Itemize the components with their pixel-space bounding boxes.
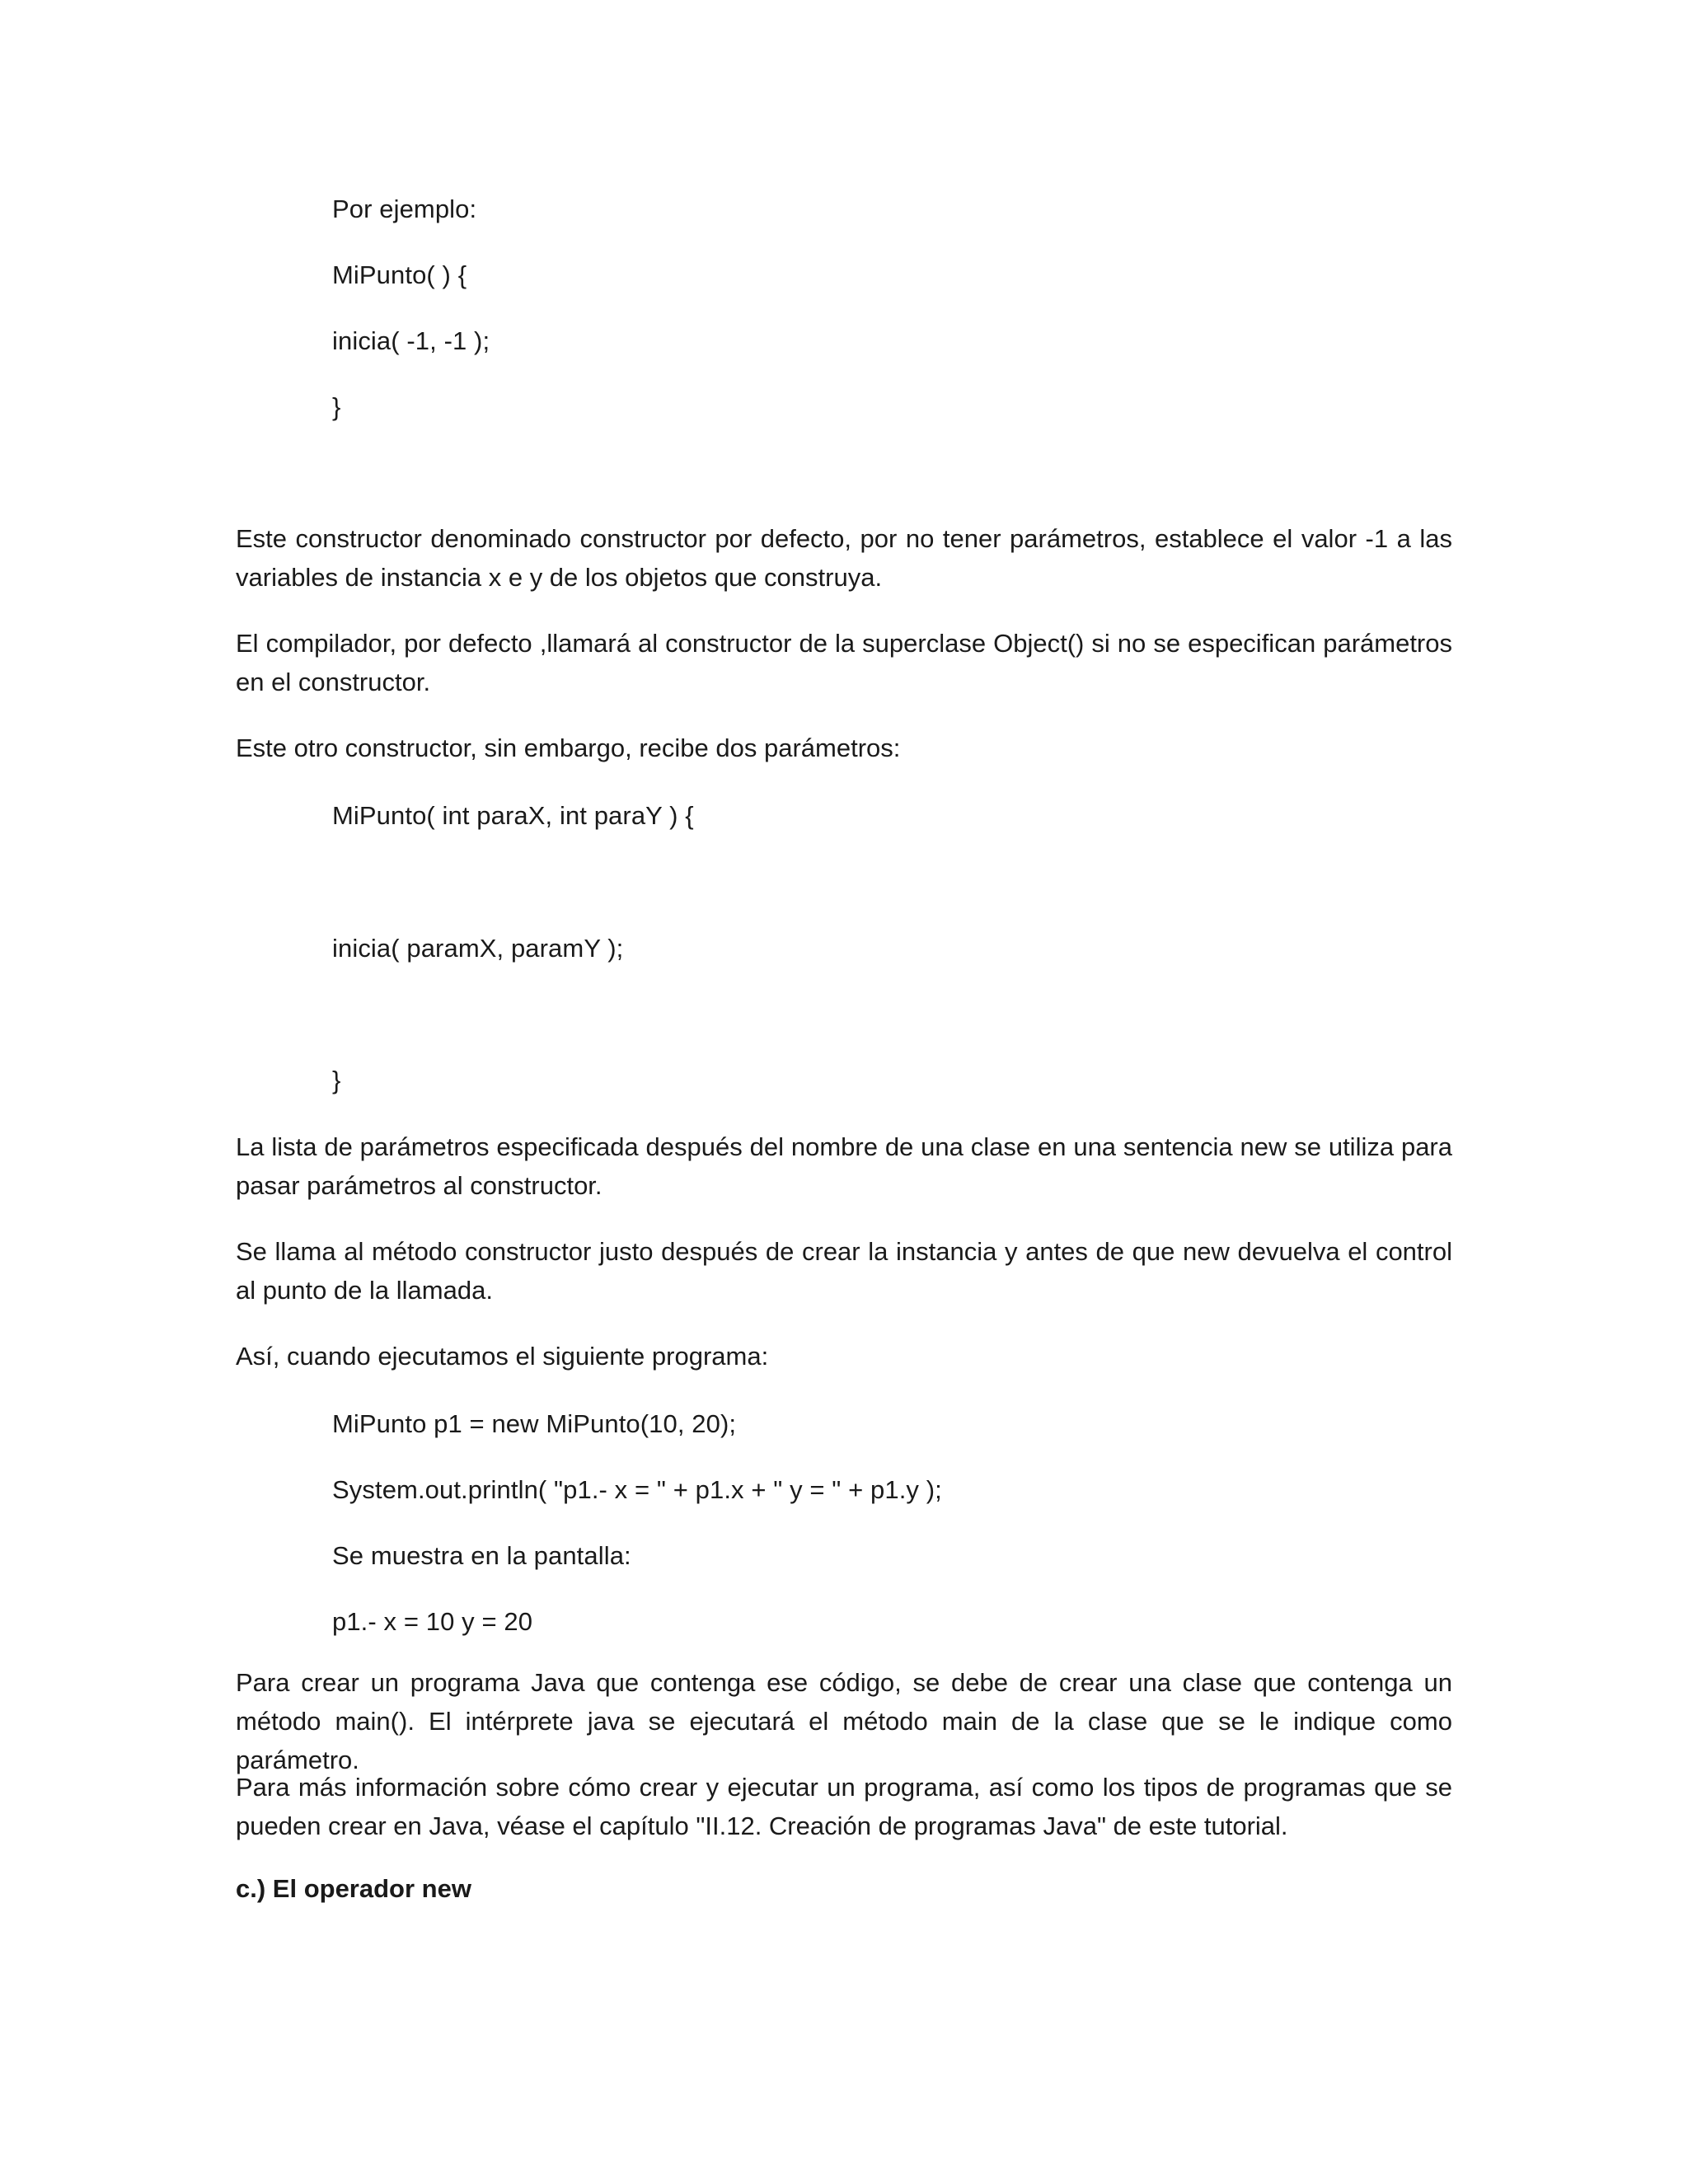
paragraph-other-constructor: Este otro constructor, sin embargo, recibe dos parámetros: (236, 733, 901, 762)
paragraph-create-java-program: Para crear un programa Java que contenga ese código, se debe de crear una clase que contenga un método main(). El intérprete java se ejecutará el método main de la clase que se le indique como parámetro. (236, 1668, 1452, 1774)
code-line-println: System.out.println( "p1.- x = " + p1.x + " y = " + p1.y ); (332, 1475, 942, 1504)
section-heading-new-operator: c.) El operador new (236, 1874, 471, 1903)
code-line-constructor-params: MiPunto( int paraX, int paraY ) { (332, 801, 694, 830)
output-line: p1.- x = 10 y = 20 (332, 1607, 533, 1636)
code-line-new-mipunto: MiPunto p1 = new MiPunto(10, 20); (332, 1409, 737, 1438)
output-intro: Se muestra en la pantalla: (332, 1541, 631, 1570)
paragraph-more-info: Para más información sobre cómo crear y ejecutar un programa, así como los tipos de programas que se pueden crear en Java, véase el capítulo "II.12. Creación de programas Java" de este tutorial. (236, 1773, 1452, 1840)
code-line-close-brace: } (332, 392, 341, 421)
paragraph-compiler: El compilador, por defecto ,llamará al constructor de la superclase Object() si no se especifican parámetros en el constructor. (236, 629, 1452, 696)
code-line-constructor-default: MiPunto( ) { (332, 260, 467, 289)
paragraph-default-constructor: Este constructor denominado constructor por defecto, por no tener parámetros, establece el valor -1 a las variables de instancia x e y de los objetos que construya. (236, 524, 1452, 592)
paragraph-parameter-list: La lista de parámetros especificada después del nombre de una clase en una sentencia new se utiliza para pasar parámetros al constructor. (236, 1132, 1452, 1200)
code-line-close-brace-2: } (332, 1066, 341, 1094)
paragraph-run-program: Así, cuando ejecutamos el siguiente programa: (236, 1342, 769, 1371)
example-intro: Por ejemplo: (332, 194, 477, 223)
code-line-inicia-params: inicia( paramX, paramY ); (332, 934, 624, 963)
paragraph-constructor-call: Se llama al método constructor justo después de crear la instancia y antes de que new devuelva el control al punto de la llamada. (236, 1237, 1452, 1305)
code-line-inicia-default: inicia( -1, -1 ); (332, 326, 490, 355)
